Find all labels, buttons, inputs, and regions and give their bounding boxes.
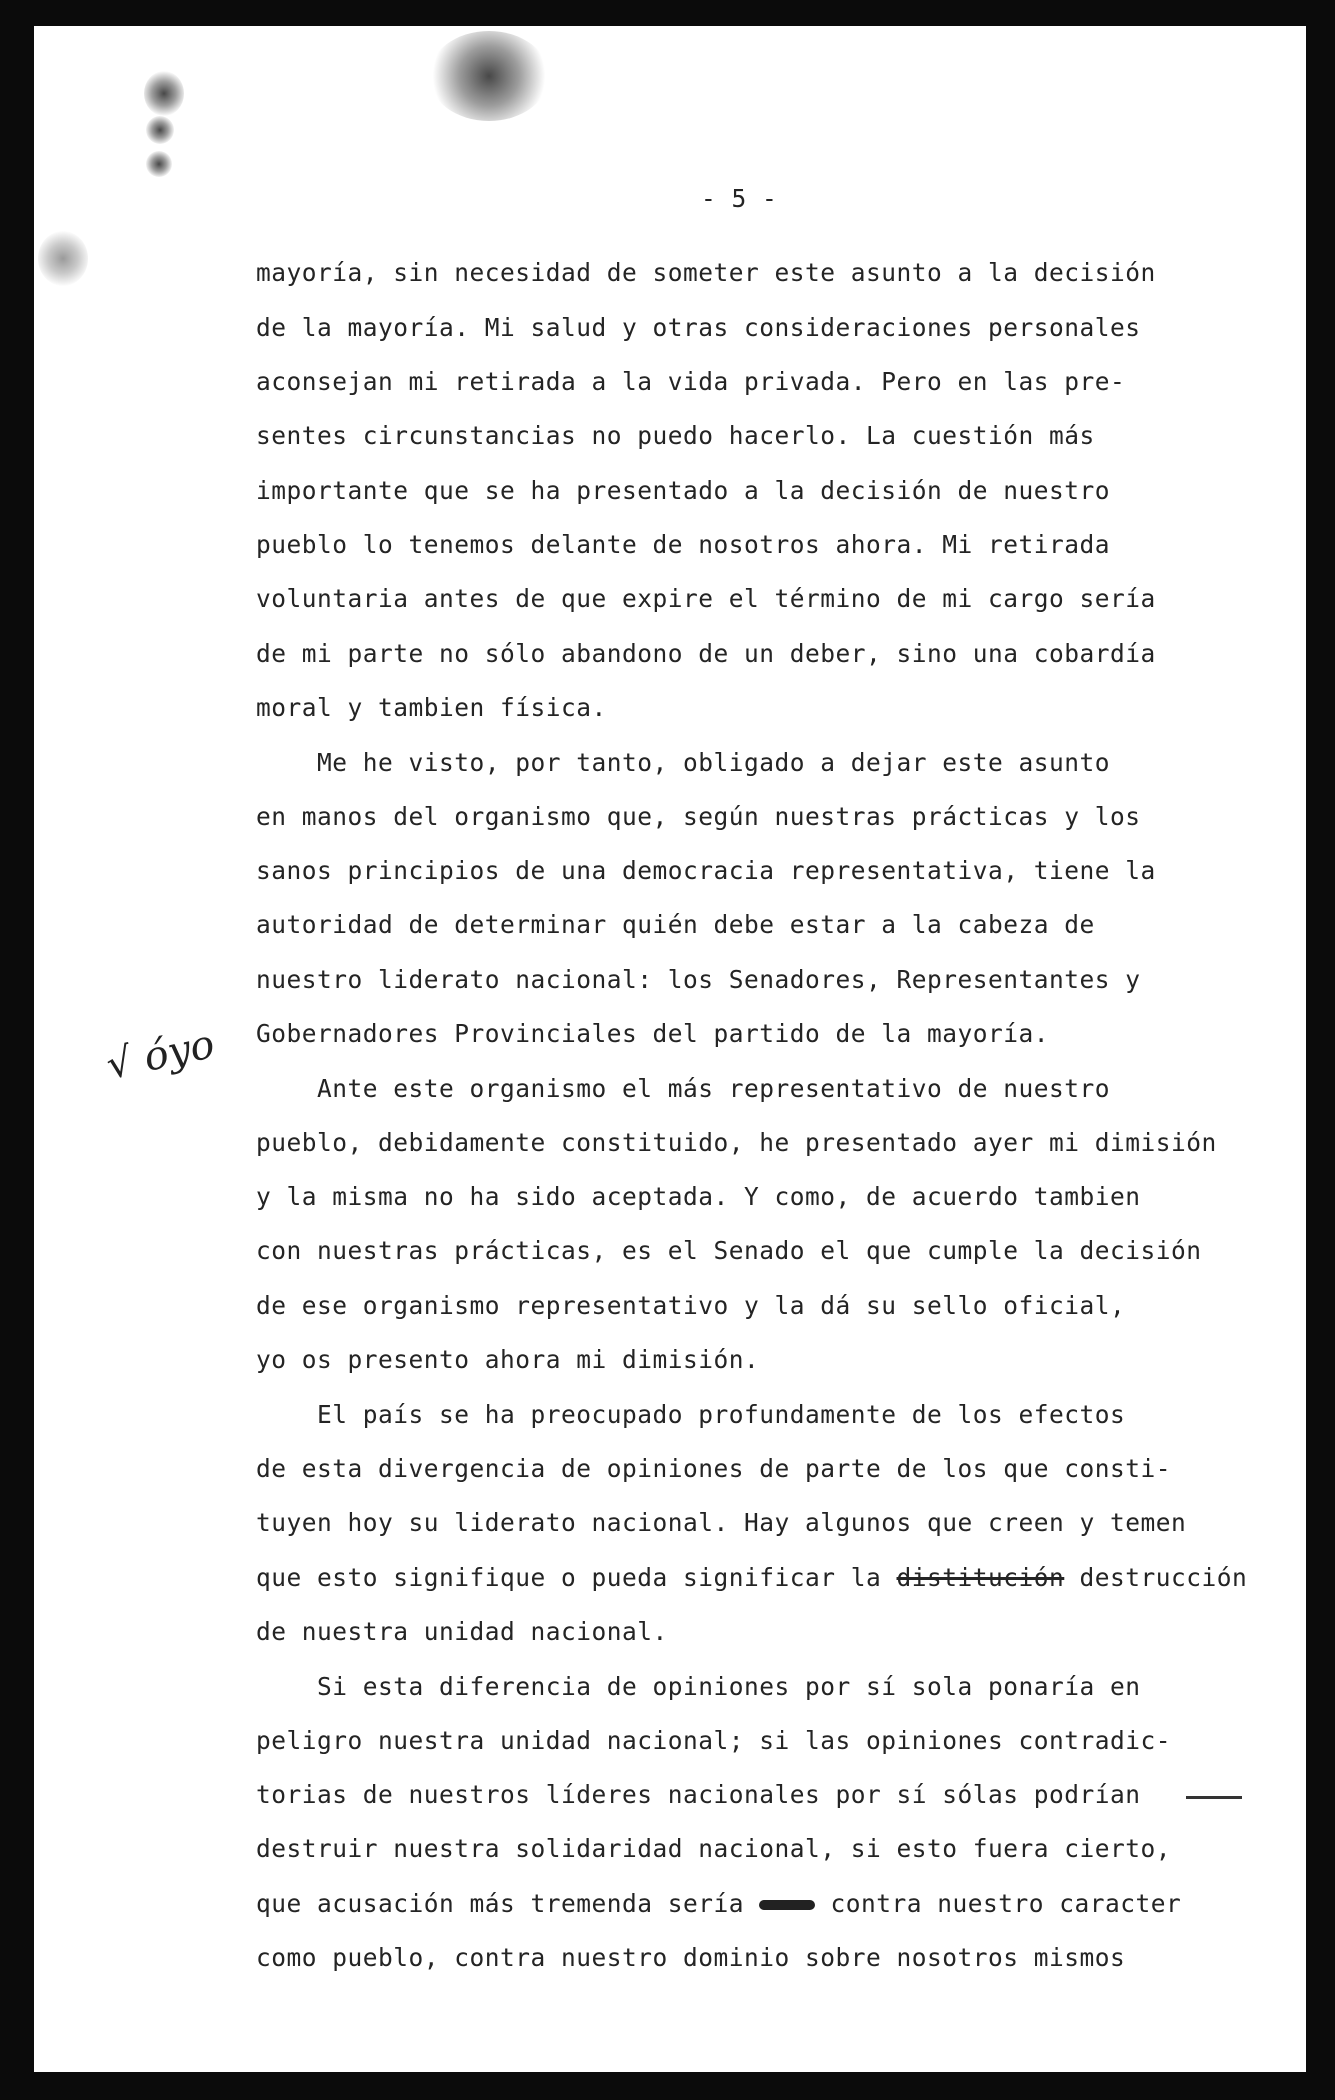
text-line: pueblo lo tenemos delante de nosotros ahora. Mi retirada bbox=[256, 530, 1111, 559]
text-line: como pueblo, contra nuestro dominio sobre nosotros mismos bbox=[256, 1943, 1126, 1972]
page-number: - 5 - bbox=[701, 184, 778, 213]
text-line: peligro nuestra unidad nacional; si las opiniones contradic- bbox=[256, 1726, 1172, 1755]
text-line: de esta divergencia de opiniones de parte de los que consti- bbox=[256, 1454, 1172, 1483]
text-line: Gobernadores Provinciales del partido de la mayoría. bbox=[256, 1019, 1050, 1048]
struck-out-word: distitución bbox=[896, 1563, 1065, 1592]
text-line: torias de nuestros líderes nacionales por sí sólas podrían bbox=[256, 1780, 1141, 1809]
ink-smudge bbox=[146, 116, 174, 144]
text-line: importante que se ha presentado a la decisión de nuestro bbox=[256, 476, 1111, 505]
text-line: y la misma no ha sido aceptada. Y como, de acuerdo tambien bbox=[256, 1182, 1141, 1211]
text-segment: destrucción bbox=[1064, 1563, 1248, 1592]
text-line: yo os presento ahora mi dimisión. bbox=[256, 1345, 760, 1374]
text-line: pueblo, debidamente constituido, he presentado ayer mi dimisión bbox=[256, 1128, 1217, 1157]
strike-dash bbox=[1186, 1796, 1242, 1799]
text-line: voluntaria antes de que expire el término de mi cargo sería bbox=[256, 584, 1156, 613]
text-line: mayoría, sin necesidad de someter este asunto a la decisión bbox=[256, 258, 1156, 287]
ink-smudge bbox=[38, 231, 88, 286]
text-line: con nuestras prácticas, es el Senado el que cumple la decisión bbox=[256, 1236, 1202, 1265]
text-line-with-correction bbox=[256, 1563, 1247, 1592]
text-line: sentes circunstancias no puedo hacerlo. La cuestión más bbox=[256, 421, 1095, 450]
text-line: nuestro liderato nacional: los Senadores, Representantes y bbox=[256, 965, 1141, 994]
text-line: tuyen hoy su liderato nacional. Hay algunos que creen y temen bbox=[256, 1508, 1187, 1537]
text-line: Me he visto, por tanto, obligado a dejar este asunto bbox=[256, 748, 1111, 777]
text-line: de nuestra unidad nacional. bbox=[256, 1617, 668, 1646]
text-line-with-correction bbox=[256, 1889, 1181, 1918]
text-line: en manos del organismo que, según nuestras prácticas y los bbox=[256, 802, 1141, 831]
text-line: aconsejan mi retirada a la vida privada. Pero en las pre- bbox=[256, 367, 1126, 396]
text-line: de mi parte no sólo abandono de un deber, sino una cobardía bbox=[256, 639, 1156, 668]
margin-annotation: √ óyo bbox=[102, 1021, 219, 1089]
text-line: sanos principios de una democracia representativa, tiene la bbox=[256, 856, 1156, 885]
text-line: El país se ha preocupado profundamente de los efectos bbox=[256, 1400, 1126, 1429]
text-line: de la mayoría. Mi salud y otras consideraciones personales bbox=[256, 313, 1141, 342]
ink-blot bbox=[759, 1900, 815, 1910]
text-line: destruir nuestra solidaridad nacional, si esto fuera cierto, bbox=[256, 1834, 1172, 1863]
ink-smudge bbox=[144, 71, 184, 116]
text-segment: que esto signifique o pueda significar la bbox=[256, 1563, 897, 1592]
text-segment: que acusación más tremenda sería bbox=[256, 1889, 760, 1918]
text-line: autoridad de determinar quién debe estar a la cabeza de bbox=[256, 910, 1095, 939]
ink-smudge bbox=[146, 151, 172, 177]
ink-smudge bbox=[429, 31, 549, 121]
text-line: Ante este organismo el más representativo de nuestro bbox=[256, 1074, 1111, 1103]
text-line: de ese organismo representativo y la dá su sello oficial, bbox=[256, 1291, 1126, 1320]
text-line: Si esta diferencia de opiniones por sí sola ponaría en bbox=[256, 1672, 1141, 1701]
text-segment: contra nuestro caracter bbox=[815, 1889, 1182, 1918]
document-page bbox=[34, 26, 1306, 2072]
text-line: moral y tambien física. bbox=[256, 693, 607, 722]
